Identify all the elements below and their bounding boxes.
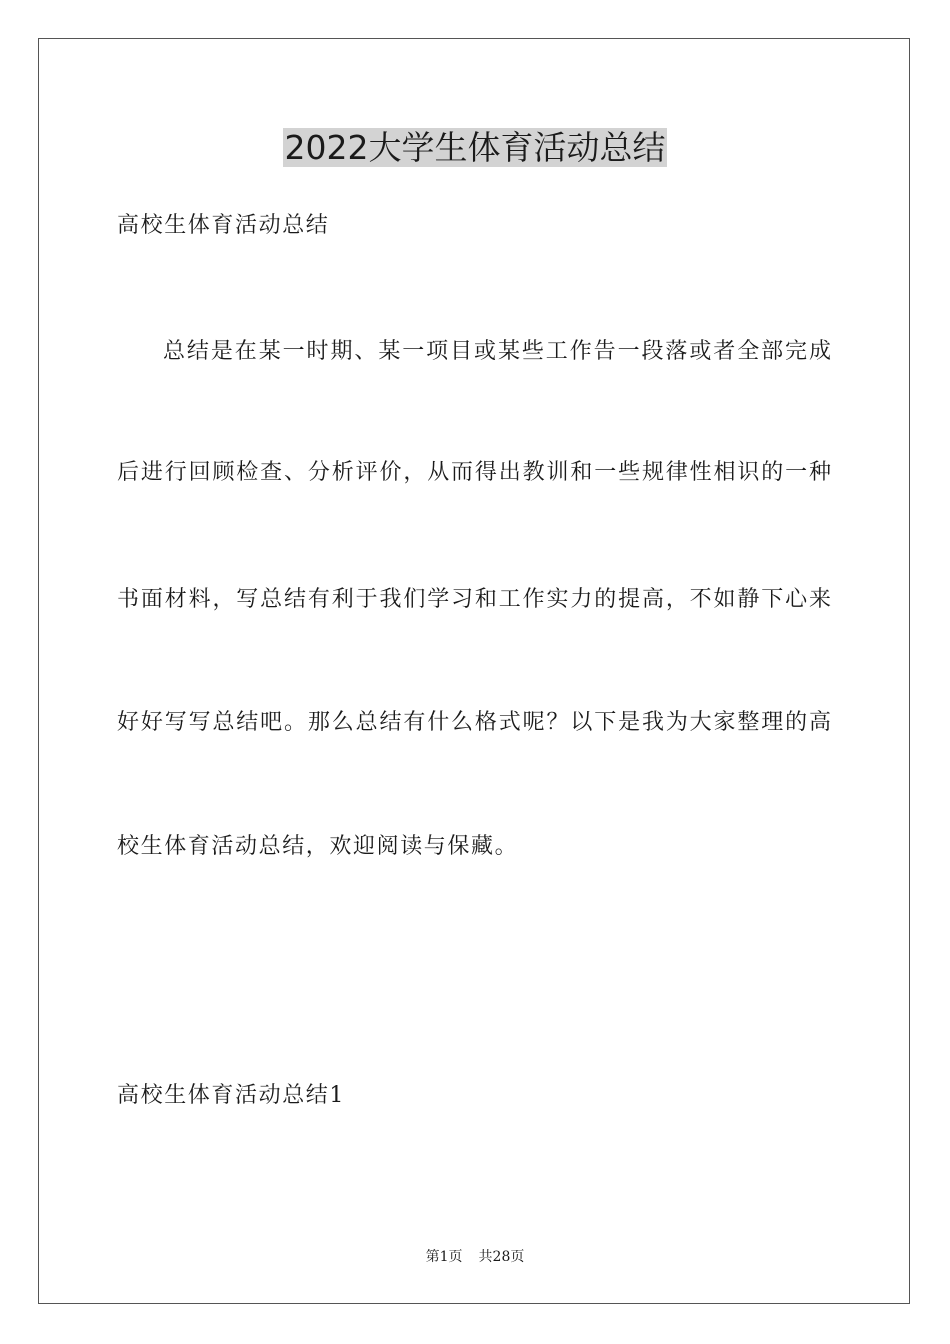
document-title-text: 2022大学生体育活动总结 — [284, 128, 666, 167]
paragraph-line-2: 后进行回顾检查、分析评价，从而得出教训和一些规律性相识的一种 — [117, 460, 831, 485]
paragraph-line-1: 总结是在某一时期、某一项目或某些工作告一段落或者全部完成 — [163, 339, 831, 364]
document-subtitle: 高校生体育活动总结 — [117, 213, 330, 238]
paragraph-line-4: 好好写写总结吧。那么总结有什么格式呢？以下是我为大家整理的高 — [117, 710, 831, 735]
paragraph-line-3: 书面材料，写总结有利于我们学习和工作实力的提高，不如静下心来 — [117, 587, 831, 612]
page-footer — [0, 1247, 950, 1267]
document-title — [0, 126, 950, 170]
page-number: 第1页 — [425, 1249, 463, 1265]
paragraph-line-5: 校生体育活动总结，欢迎阅读与保藏。 — [117, 834, 519, 859]
section-heading: 高校生体育活动总结1 — [117, 1083, 345, 1108]
page-total: 共28页 — [478, 1249, 525, 1265]
